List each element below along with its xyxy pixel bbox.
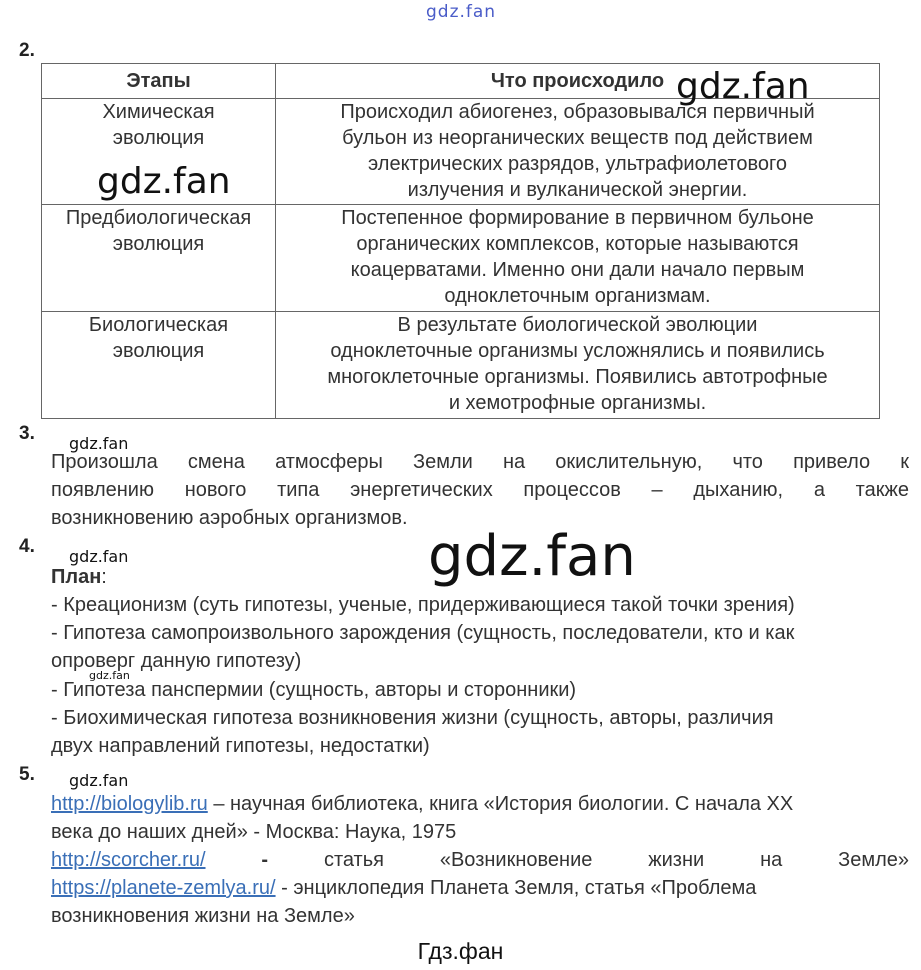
description-line: бульон из неорганических веществ под действием [342, 127, 813, 149]
description-line: излучения и вулканической энергии. [407, 179, 748, 201]
source-1-cont: века до наших дней» - Москва: Наука, 1975 [51, 821, 457, 843]
watermark-task4: gdz.fan [69, 547, 129, 566]
watermark-table-row1: gdz.fan [97, 161, 231, 202]
watermark-task4-small: gdz.fan [89, 669, 130, 682]
task-3-word: дыханию, [693, 479, 784, 501]
plan-item: - Биохимическая гипотеза возникновения жизни (сущность, авторы, различия [51, 707, 774, 729]
description-cell [276, 205, 880, 312]
task-3-word: – [651, 479, 663, 501]
plan-item: двух направлений гипотезы, недостатки) [51, 735, 430, 757]
task-3-word: к [900, 451, 909, 473]
source-1-text: – научная библиотека, книга «История биологии. С начала XX [207, 793, 794, 815]
table-row [42, 205, 880, 312]
task-3-line [51, 448, 909, 476]
stage-cell [42, 205, 276, 312]
watermark-top: gdz.fan [426, 2, 497, 22]
watermark-task3: gdz.fan [69, 434, 129, 453]
task-3-word: также [855, 479, 909, 501]
task-3-number: 3. [19, 423, 35, 444]
task-2-number: 2. [19, 40, 35, 61]
source-2-word: статья [323, 849, 384, 871]
watermark-center: gdz.fan [428, 524, 636, 589]
source-2-dash: - [261, 849, 269, 871]
header-stages: Этапы [42, 64, 276, 99]
description-cell [276, 312, 880, 419]
task-3-word: на [502, 451, 526, 473]
task-3-word: что [732, 451, 763, 473]
source-2 [51, 846, 909, 874]
stage-line: эволюция [112, 127, 205, 149]
plan-colon: : [101, 566, 107, 588]
watermark-table-header: gdz.fan [676, 66, 810, 107]
task-3-word: появлению [51, 479, 154, 501]
description-line: Постепенное формирование в первичном бульоне [341, 207, 814, 229]
description-line: органических комплексов, которые называются [356, 233, 799, 255]
task-3-word: энергетических [350, 479, 493, 501]
description-cell [276, 99, 880, 205]
task-3-word: атмосферы [275, 451, 383, 473]
stages-table [41, 63, 880, 419]
task-3-line [51, 476, 909, 504]
stage-line: эволюция [112, 233, 205, 255]
biologylib-link[interactable]: http://biologylib.ru [51, 793, 208, 815]
task-3-line: возникновению аэробных организмов. [51, 507, 408, 529]
plan-heading [51, 563, 107, 591]
task-3-word: смена [187, 451, 245, 473]
description-line: многоклеточные организмы. Появились автотрофные [327, 366, 828, 388]
description-line: и хемотрофные организмы. [448, 392, 707, 414]
stage-line: Биологическая [88, 314, 229, 336]
source-2-word: «Возникновение [439, 849, 593, 871]
stage-cell [42, 312, 276, 419]
description-line: Происходил абиогенез, образовывался первичный [340, 101, 815, 123]
plan-item: опроверг данную гипотезу) [51, 650, 302, 672]
description-line: коацерватами. Именно они дали начало первым [350, 259, 805, 281]
source-3-text: - энциклопедия Планета Земля, статья «Проблема [275, 877, 757, 899]
description-line: В результате биологической эволюции [397, 314, 758, 336]
task-3-word: процессов [523, 479, 621, 501]
description-line: одноклеточным организмам. [444, 285, 711, 307]
source-3 [51, 874, 756, 902]
planete-zemlya-link[interactable]: https://planete-zemlya.ru/ [51, 877, 276, 899]
stage-line: эволюция [112, 340, 205, 362]
source-2-word: жизни [648, 849, 705, 871]
scorcher-link[interactable]: http://scorcher.ru/ [51, 849, 206, 871]
source-1 [51, 790, 793, 818]
source-2-word: Земле» [838, 849, 909, 871]
task-3-word: Произошла [51, 451, 158, 473]
table-row [42, 312, 880, 419]
header-what-happened: Что происходило [276, 64, 880, 99]
description-line: одноклеточные организмы усложнялись и появились [330, 340, 825, 362]
plan-item: - Гипотеза самопроизвольного зарождения (сущность, последователи, кто и как [51, 622, 795, 644]
plan-item: - Креационизм (суть гипотезы, ученые, придерживающиеся такой точки зрения) [51, 594, 795, 616]
task-3-word: Земли [413, 451, 473, 473]
plan-label: План [51, 566, 102, 588]
task-3-word: окислительную, [555, 451, 703, 473]
watermark-task5: gdz.fan [69, 771, 129, 790]
stage-line: Химическая [102, 101, 215, 123]
source-3-cont: возникновения жизни на Земле» [51, 905, 355, 927]
task-3-word: типа [277, 479, 320, 501]
task-3-word: а [813, 479, 825, 501]
task-5-number: 5. [19, 764, 35, 785]
description-line: электрических разрядов, ультрафиолетового [368, 153, 787, 175]
task-3-word: привело [793, 451, 871, 473]
task-4-number: 4. [19, 536, 35, 557]
stage-line: Предбиологическая [65, 207, 252, 229]
plan-item: - Гипотеза панспермии (сущность, авторы и сторонники) [51, 679, 577, 701]
footer-watermark: Гдз.фан [417, 938, 504, 964]
task-3-word: нового [184, 479, 247, 501]
source-2-word: на [760, 849, 783, 871]
